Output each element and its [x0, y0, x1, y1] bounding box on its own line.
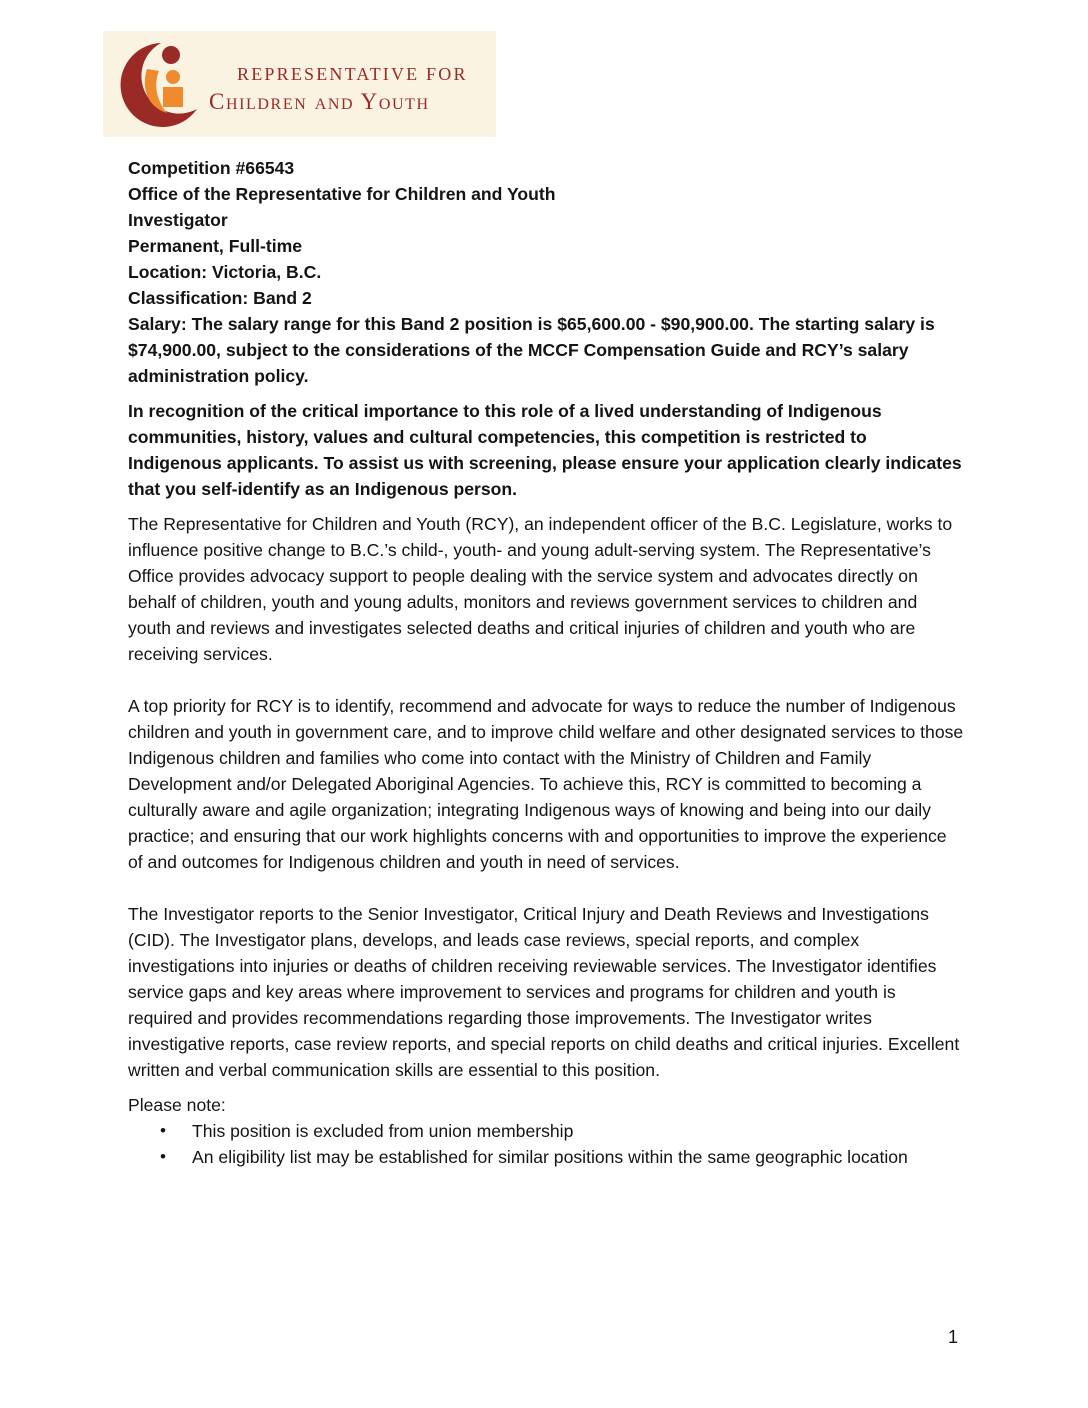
bullet-icon: •	[160, 1121, 166, 1140]
list-item	[128, 1144, 964, 1170]
page-number: 1	[948, 1327, 959, 1347]
employment-type: Permanent, Full-time	[128, 236, 303, 256]
classification: Classification: Band 2	[128, 288, 312, 308]
location: Location: Victoria, B.C.	[128, 262, 322, 282]
about-rcy-paragraph: The Representative for Children and Youth (RCY), an independent officer of the B.C. Legislature, works to influence positive change to B.C.’s child-, youth- and young adult-serving system. The Representative’s Office provides advocacy support to people dealing with the service system and advocates directly on behalf of children, youth and young adults, monitors and reviews government services to children and youth and reviews and investigates selected deaths and critical injuries of children and youth who are receiving services.	[128, 514, 953, 664]
logo-text-line1: REPRESENTATIVE FOR	[237, 64, 468, 84]
salary-statement: Salary: The salary range for this Band 2 position is $65,600.00 - $90,900.00. The starting salary is $74,900.00, subject to the considerations of the MCCF Compensation Guide and RCY’s salary administration policy.	[128, 314, 935, 386]
list-item	[128, 1118, 964, 1144]
note-text: An eligibility list may be established for similar positions within the same geographic location	[192, 1147, 908, 1167]
priority-paragraph: A top priority for RCY is to identify, recommend and advocate for ways to reduce the number of Indigenous children and youth in government care, and to improve child welfare and other designated services to those Indigenous children and families who come into contact with the Ministry of Children and Family Development and/or Delegated Aboriginal Agencies. To achieve this, RCY is committed to becoming a culturally aware and agile organization; integrating Indigenous ways of knowing and being into our daily practice; and ensuring that our work highlights concerns with and opportunities to improve the experience of and outcomes for Indigenous children and youth in need of services.	[128, 696, 964, 872]
notes-list	[128, 1118, 964, 1170]
bullet-icon: •	[160, 1147, 166, 1166]
note-text: This position is excluded from union membership	[192, 1121, 574, 1141]
logo-text-line2: Children and Youth	[209, 89, 430, 114]
mother-child-emblem-icon	[113, 39, 203, 129]
role-description-paragraph: The Investigator reports to the Senior Investigator, Critical Injury and Death Reviews and Investigations (CID). The Investigator plans, develops, and leads case reviews, special reports, and complex investigations into injuries or deaths of children receiving reviewable services. The Investigator identifies service gaps and key areas where improvement to services and programs for children and youth is required and provides recommendations regarding those improvements. The Investigator writes investigative reports, case review reports, and special reports on child deaths and critical injuries. Excellent written and verbal communication skills are essential to this position.	[128, 904, 960, 1080]
office-name: Office of the Representative for Children and Youth	[128, 184, 556, 204]
position-title: Investigator	[128, 210, 228, 230]
indigenous-applicants-notice: In recognition of the critical importance to this role of a lived understanding of Indigenous communities, history, values and cultural competencies, this competition is restricted to Indigenous applicants. To assist us with screening, please ensure your application clearly indicates that you self-identify as an Indigenous person.	[128, 401, 962, 499]
rcy-logo	[103, 31, 496, 137]
job-posting	[128, 155, 964, 1170]
please-note-heading: Please note:	[128, 1095, 226, 1115]
competition-number: Competition #66543	[128, 158, 295, 178]
